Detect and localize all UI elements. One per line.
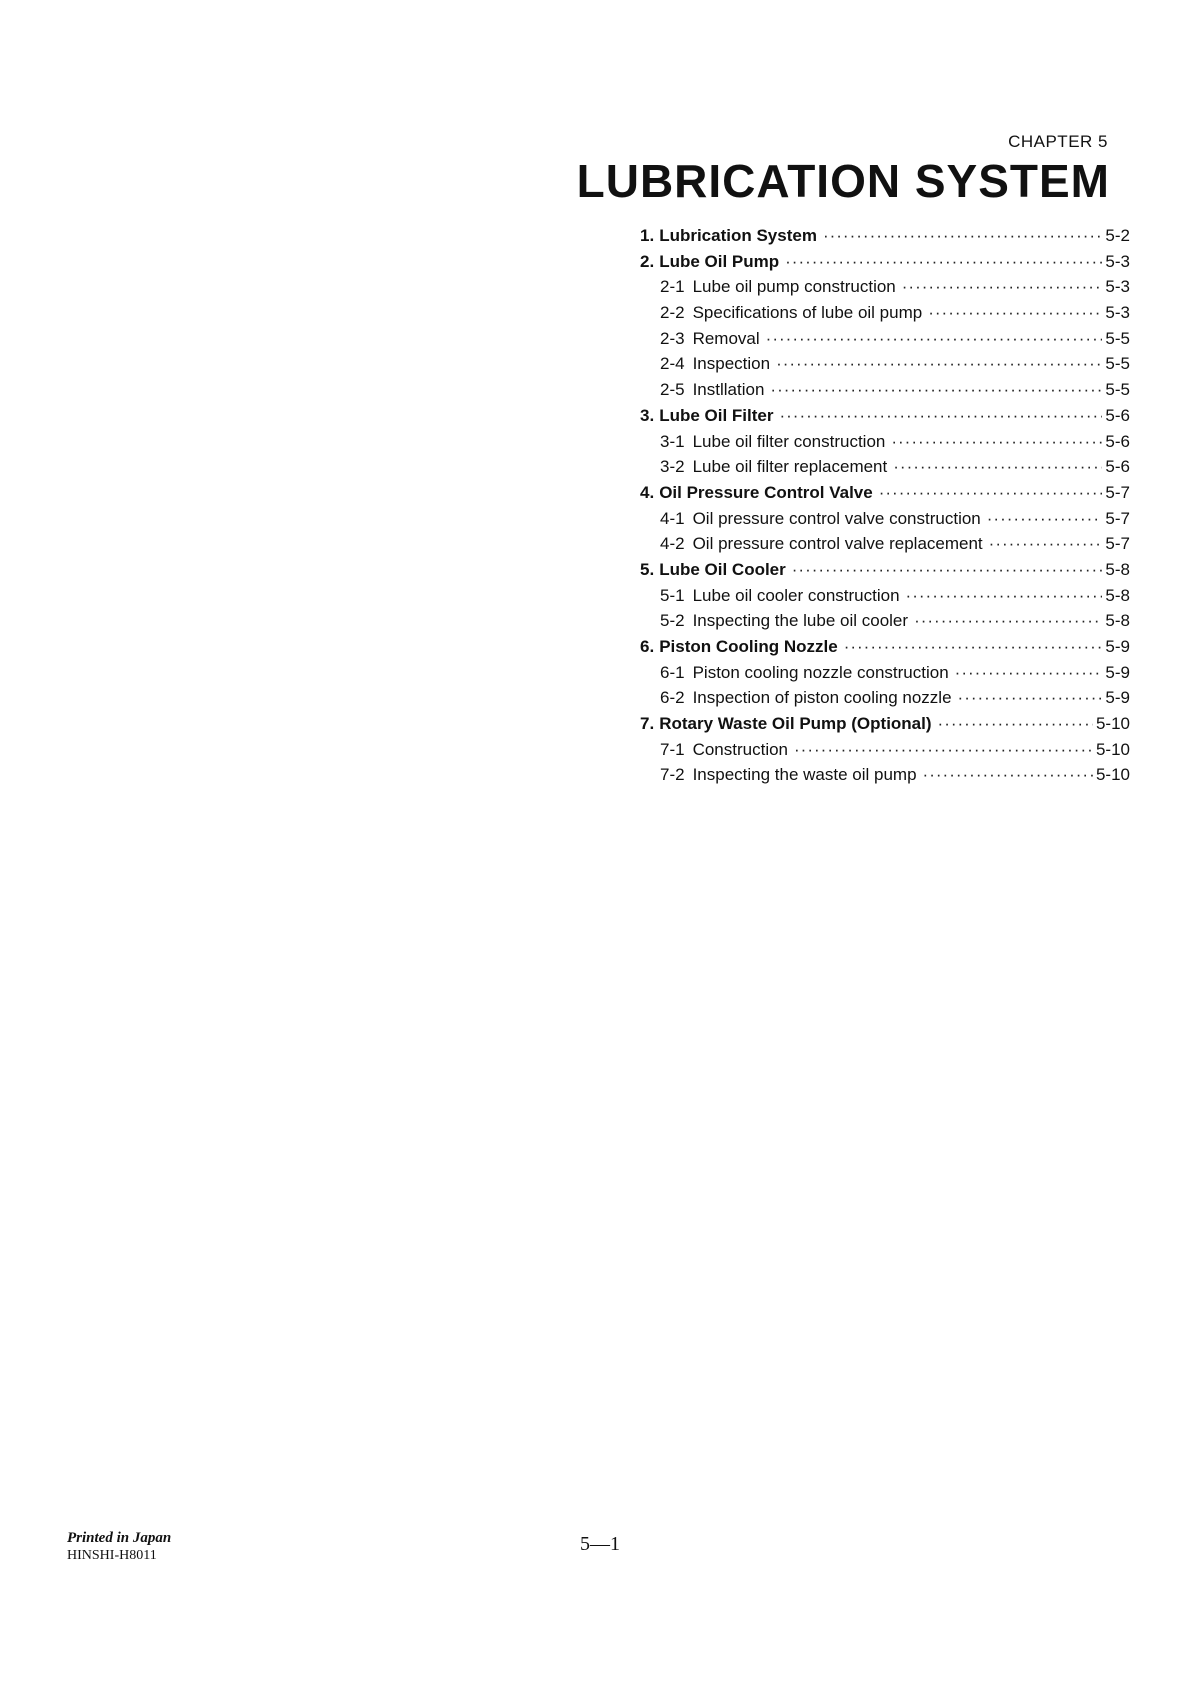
toc-entry-number: 6-2: [660, 688, 685, 708]
toc-entry-number: 3-2: [660, 457, 685, 477]
toc-entry-page: 5-6: [1105, 405, 1130, 425]
toc-subsection-entry: [640, 663, 1130, 689]
toc-section-entry: [640, 560, 1130, 586]
toc-entry-number: 5-2: [660, 611, 685, 631]
toc-subsection-entry: [640, 765, 1130, 791]
toc-subsection-entry: [640, 509, 1130, 535]
toc-entry-title: Removal: [692, 328, 760, 348]
toc-entry-title: Oil Pressure Control Valve: [659, 482, 873, 502]
toc-entry-number: 4-2: [660, 534, 685, 554]
toc-entry-title: Lube oil filter construction: [692, 431, 886, 451]
toc-subsection-entry: [640, 354, 1130, 380]
toc-entry-title: Lube Oil Filter: [659, 405, 774, 425]
toc-entry-page: 5-8: [1105, 585, 1130, 605]
toc-entry-title: Inspection of piston cooling nozzle: [692, 688, 952, 708]
toc-dot-leader: [958, 688, 1103, 708]
toc-entry-title: Piston Cooling Nozzle: [659, 637, 838, 656]
toc-dot-leader: [923, 765, 1093, 785]
toc-entry-page: 5-3: [1105, 251, 1130, 271]
toc-entry-page: 5-5: [1105, 328, 1130, 348]
toc-dot-leader: [823, 226, 1102, 246]
toc-entry-page: 5-7: [1105, 508, 1130, 528]
toc-entry-number: 1.: [640, 226, 655, 245]
chapter-label: CHAPTER 5: [1008, 132, 1108, 151]
toc-entry-page: 5-8: [1105, 559, 1130, 579]
toc-entry-page: 5-6: [1105, 457, 1130, 477]
toc-entry-title: Lube Oil Cooler: [659, 559, 786, 579]
toc-entry-page: 5-2: [1105, 226, 1130, 245]
toc-entry-title: Lube oil cooler construction: [692, 585, 900, 605]
toc-entry-number: 5.: [640, 559, 655, 579]
toc-entry-title: Specifications of lube oil pump: [692, 303, 923, 323]
toc-entry-title: Inspecting the lube oil cooler: [692, 611, 909, 631]
toc-dot-leader: [893, 457, 1102, 477]
toc-section-entry: [640, 483, 1130, 509]
toc-dot-leader: [785, 252, 1102, 272]
toc-subsection-entry: [640, 611, 1130, 637]
toc-entry-title: Inspecting the waste oil pump: [692, 765, 917, 785]
toc-dot-leader: [914, 611, 1102, 631]
toc-entry-number: 7-1: [660, 739, 685, 759]
toc-subsection-entry: [640, 329, 1130, 355]
toc-section-entry: [640, 637, 1130, 663]
toc-entry-number: 2-3: [660, 328, 685, 348]
toc-entry-number: 6-1: [660, 662, 685, 682]
toc-entry-page: 5-10: [1095, 765, 1130, 785]
toc-entry-number: 7-2: [660, 765, 685, 785]
toc-entry-number: 7.: [640, 714, 655, 734]
toc-entry-title: Piston cooling nozzle construction: [692, 662, 949, 682]
toc-entry-number: 3-1: [660, 431, 685, 451]
toc-entry-title: Lube oil filter replacement: [692, 457, 888, 477]
toc-subsection-entry: [640, 277, 1130, 303]
toc-dot-leader: [879, 483, 1103, 503]
toc-entry-title: Instllation: [692, 380, 765, 400]
toc-subsection-entry: [640, 303, 1130, 329]
toc-entry-title: Lubrication System: [659, 226, 817, 245]
toc-subsection-entry: [640, 586, 1130, 612]
toc-entry-title: Oil pressure control valve replacement: [692, 534, 983, 554]
toc-entry-number: 2-5: [660, 380, 685, 400]
toc-entry-number: 2-1: [660, 277, 685, 297]
toc-dot-leader: [891, 432, 1102, 452]
toc-entry-number: 4-1: [660, 508, 685, 528]
toc-dot-leader: [844, 637, 1103, 657]
toc-dot-leader: [766, 329, 1103, 349]
toc-entry-page: 5-9: [1105, 637, 1130, 656]
toc-dot-leader: [770, 380, 1102, 400]
toc-entry-title: Lube oil pump construction: [692, 277, 896, 297]
toc-entry-number: 6.: [640, 637, 655, 656]
toc-entry-title: Lube Oil Pump: [659, 251, 780, 271]
toc-subsection-entry: [640, 688, 1130, 714]
toc-entry-number: 5-1: [660, 585, 685, 605]
footer-imprint: [67, 1530, 171, 1564]
toc-entry-title: Construction: [692, 739, 789, 759]
toc-subsection-entry: [640, 432, 1130, 458]
toc-entry-number: 2-2: [660, 303, 685, 323]
toc-entry-page: 5-6: [1105, 431, 1130, 451]
toc-entry-title: Inspection: [692, 354, 771, 374]
toc-dot-leader: [906, 586, 1103, 606]
toc-dot-leader: [938, 714, 1093, 734]
toc-dot-leader: [987, 509, 1103, 529]
toc-section-entry: [640, 226, 1130, 252]
toc-dot-leader: [955, 663, 1103, 683]
toc-entry-page: 5-7: [1105, 534, 1130, 554]
toc-entry-page: 5-5: [1105, 380, 1130, 400]
toc-dot-leader: [794, 740, 1093, 760]
toc-subsection-entry: [640, 534, 1130, 560]
toc-entry-title: Oil pressure control valve construction: [692, 508, 981, 528]
toc-entry-page: 5-3: [1105, 303, 1130, 323]
toc-entry-title: Rotary Waste Oil Pump (Optional): [659, 714, 932, 734]
toc-dot-leader: [902, 277, 1103, 297]
toc-entry-number: 2-4: [660, 354, 685, 374]
chapter-title: LUBRICATION SYSTEM: [576, 155, 1110, 207]
toc-section-entry: [640, 406, 1130, 432]
toc-dot-leader: [776, 354, 1102, 374]
toc-dot-leader: [779, 406, 1102, 426]
toc-entry-number: 3.: [640, 405, 655, 425]
toc-dot-leader: [989, 534, 1103, 554]
toc-entry-page: 5-8: [1105, 611, 1130, 631]
toc-dot-leader: [928, 303, 1102, 323]
table-of-contents: [640, 226, 1130, 791]
toc-entry-page: 5-7: [1105, 482, 1130, 502]
toc-entry-page: 5-9: [1105, 662, 1130, 682]
toc-entry-page: 5-10: [1095, 714, 1130, 734]
toc-entry-page: 5-5: [1105, 354, 1130, 374]
document-code: HINSHI-H8011: [67, 1548, 157, 1563]
toc-subsection-entry: [640, 740, 1130, 766]
toc-entry-page: 5-9: [1105, 688, 1130, 708]
toc-entry-page: 5-3: [1105, 277, 1130, 297]
toc-subsection-entry: [640, 380, 1130, 406]
page-number: 5—1: [580, 1533, 620, 1555]
toc-section-entry: [640, 714, 1130, 740]
toc-entry-number: 4.: [640, 482, 655, 502]
printed-in-label: Printed in Japan: [67, 1530, 172, 1546]
toc-entry-page: 5-10: [1095, 739, 1130, 759]
toc-entry-number: 2.: [640, 251, 655, 271]
toc-section-entry: [640, 252, 1130, 278]
toc-subsection-entry: [640, 457, 1130, 483]
toc-dot-leader: [792, 560, 1103, 580]
